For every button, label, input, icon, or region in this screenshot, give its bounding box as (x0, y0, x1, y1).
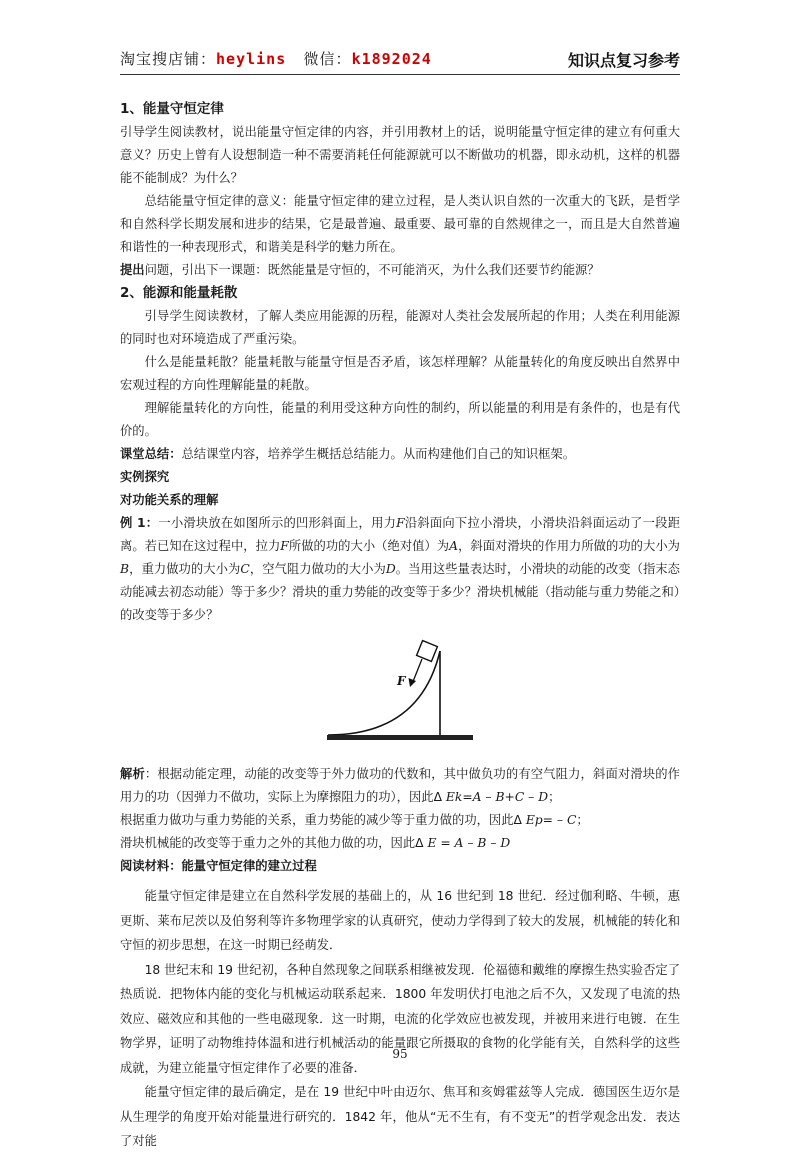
reading-paragraph-3: 能量守恒定律的最后确定，是在 19 世纪中叶由迈尔、焦耳和亥姆霍兹等人完成．德国医生迈尔是从生理学的角度开始对能量进行研究的．1842 年，他从“无不生有，有不变无”的哲学观念出发．表达了对能 (120, 1085, 680, 1148)
section2-paragraph-2: 什么是能量耗散？能量耗散与能量守恒是否矛盾，该怎样理解？从能量转化的角度反映出自然界中宏观过程的方向性理解能量的耗散。 (120, 355, 680, 392)
force-label: F (397, 674, 406, 688)
page-number: 95 (392, 1047, 408, 1061)
example-text-part: ，重力做功的大小为 (129, 562, 241, 576)
example-text-part: 所做的功的大小（绝对值）为 (288, 539, 450, 553)
analysis-text: ； (576, 813, 589, 827)
page-content (120, 98, 680, 1154)
analysis-label: 解析 (120, 767, 145, 781)
var-C: C (240, 562, 250, 576)
analysis-formula-3: E = A – B – D (427, 836, 511, 850)
header-wechat-prefix: 微信： (303, 50, 352, 68)
section2-paragraph-3: 理解能量转化的方向性，能量的利用受这种方向性的制约，所以能量的利用是有条件的，也是有代价的。 (120, 401, 680, 438)
analysis-formula-2: Ep= – C (525, 813, 577, 827)
section2-title: 2、能源和能量耗散 (120, 285, 238, 301)
incline-diagram (324, 639, 476, 749)
header-title: 知识点复习参考 (567, 51, 680, 70)
example-text-part: ，斜面对滑块的作用力所做的功的大小为 (458, 539, 680, 553)
page-header (120, 44, 680, 75)
analysis-text: ； (548, 790, 561, 804)
incline-figure (324, 639, 476, 749)
header-shop-prefix: 淘宝搜店铺： (120, 50, 217, 68)
var-D: D (385, 562, 396, 576)
section1-paragraph-2: 总结能量守恒定律的意义：能量守恒定律的建立过程，是人类认识自然的一次重大的飞跃，是哲学和自然科学长期发展和进步的结果，它是最普遍、最重要、最可靠的自然规律之一，而且是大自然普遍和谐性的一种表现形式，和谐美是科学的魅力所在。 (120, 194, 680, 254)
section2-paragraph-1: 引导学生阅读教材，了解人类应用能源的历程，能源对人类社会发展所起的作用；人类在利用能源的同时也对环境造成了严重污染。 (120, 309, 680, 346)
var-A: A (449, 539, 459, 553)
section2-summary (120, 443, 680, 466)
example-text-part: ，空气阻力做功的大小为 (249, 562, 386, 576)
var-B: B (120, 562, 130, 576)
ground-surface (327, 735, 473, 740)
var-F: F (396, 516, 405, 530)
section1-paragraph-3 (120, 259, 680, 282)
figure-background (324, 639, 476, 749)
summary-label: 课堂总结： (120, 447, 182, 461)
header-shop-info (120, 48, 432, 69)
example-subheading: 对功能关系的理解 (120, 493, 219, 507)
example-text-part: 沿斜面向下拉小滑块，小滑块沿斜面运动了一段距离。若已知在这过程中，拉力 (120, 516, 680, 553)
example-heading: 实例探究 (120, 470, 170, 484)
var-F: F (280, 539, 289, 553)
analysis-line-2 (120, 809, 680, 832)
reading-paragraph-1: 能量守恒定律是建立在自然科学发展的基础上的，从 16 世纪到 18 世纪．经过伽利略、牛顿，惠更斯、莱布尼茨以及伯努利等许多物理学家的认真研究，使动力学得到了较大的发展，机械能的转化和守恒的初步思想，在这一时期已经萌发． (120, 889, 680, 952)
analysis-line-1 (120, 763, 680, 809)
section1-p3-text: 问题，引出下一课题：既然能量是守恒的，不可能消灭，为什么我们还要节约能源？ (144, 263, 600, 277)
example-text-part: 。当用这些量表达时，小滑块的动能的改变（指末态动能减去初态动能）等于多少？滑块的重力势能的改变等于多少？滑块机械能（指动能与重力势能之和）的改变等于多少？ (120, 562, 680, 622)
section1-paragraph-1: 引导学生阅读教材，说出能量守恒定律的内容，并引用教材上的话，说明能量守恒定律的建立有何重大意义？历史上曾有人设想制造一种不需要消耗任何能源就可以不断做功的机器，即永动机，这样的机器能不能制成？为什么？ (120, 125, 680, 185)
example-1-label: 例 1： (120, 516, 159, 530)
header-shop-name: heylins (216, 50, 287, 68)
summary-text: 总结课堂内容，培养学生概括总结能力。从而构建他们自己的知识框架。 (181, 447, 576, 461)
analysis-text: 根据重力做功与重力势能的关系，重力势能的减少等于重力做的功，因此Δ (120, 813, 526, 827)
example-text-part: 一小滑块放在如图所示的凹形斜面上，用力 (158, 516, 397, 530)
analysis-text: 滑块机械能的改变等于重力之外的其他力做的功，因此Δ (120, 836, 428, 850)
example-1-text (120, 512, 680, 627)
analysis-text: ：根据动能定理，动能的改变等于外力做功的代数和，其中做负功的有空气阻力，斜面对滑块的作用力的功（因弹力不做功，实际上为摩擦阻力的功），因此Δ (120, 767, 680, 804)
analysis-formula-1: Ek=A – B+C – D (445, 790, 549, 804)
section1-title: 1、能量守恒定律 (120, 101, 224, 117)
analysis-line-3 (120, 832, 680, 855)
reading-heading: 阅读材料：能量守恒定律的建立过程 (120, 859, 317, 873)
section1-p3-label: 提出 (120, 263, 145, 277)
header-wechat-id: k1892024 (351, 50, 432, 68)
reading-paragraph-2: 18 世纪末和 19 世纪初，各种自然现象之间联系相继被发现．伦福德和戴维的摩擦生热实验否定了热质说．把物体内能的变化与机械运动联系起来．1800 年发明伏打电池之后不久，又发现了电流的热效应、磁效应和其他的一些电磁现象．这一时期，电流的化学效应也被发现，并被用来进行电镀．在生物学界，证明了动物维持体温和进行机械活动的能量跟它所摄取的食物的化学能有关，自然科学的这些成就，为建立能量守恒定律作了必要的准备． (120, 962, 680, 1075)
